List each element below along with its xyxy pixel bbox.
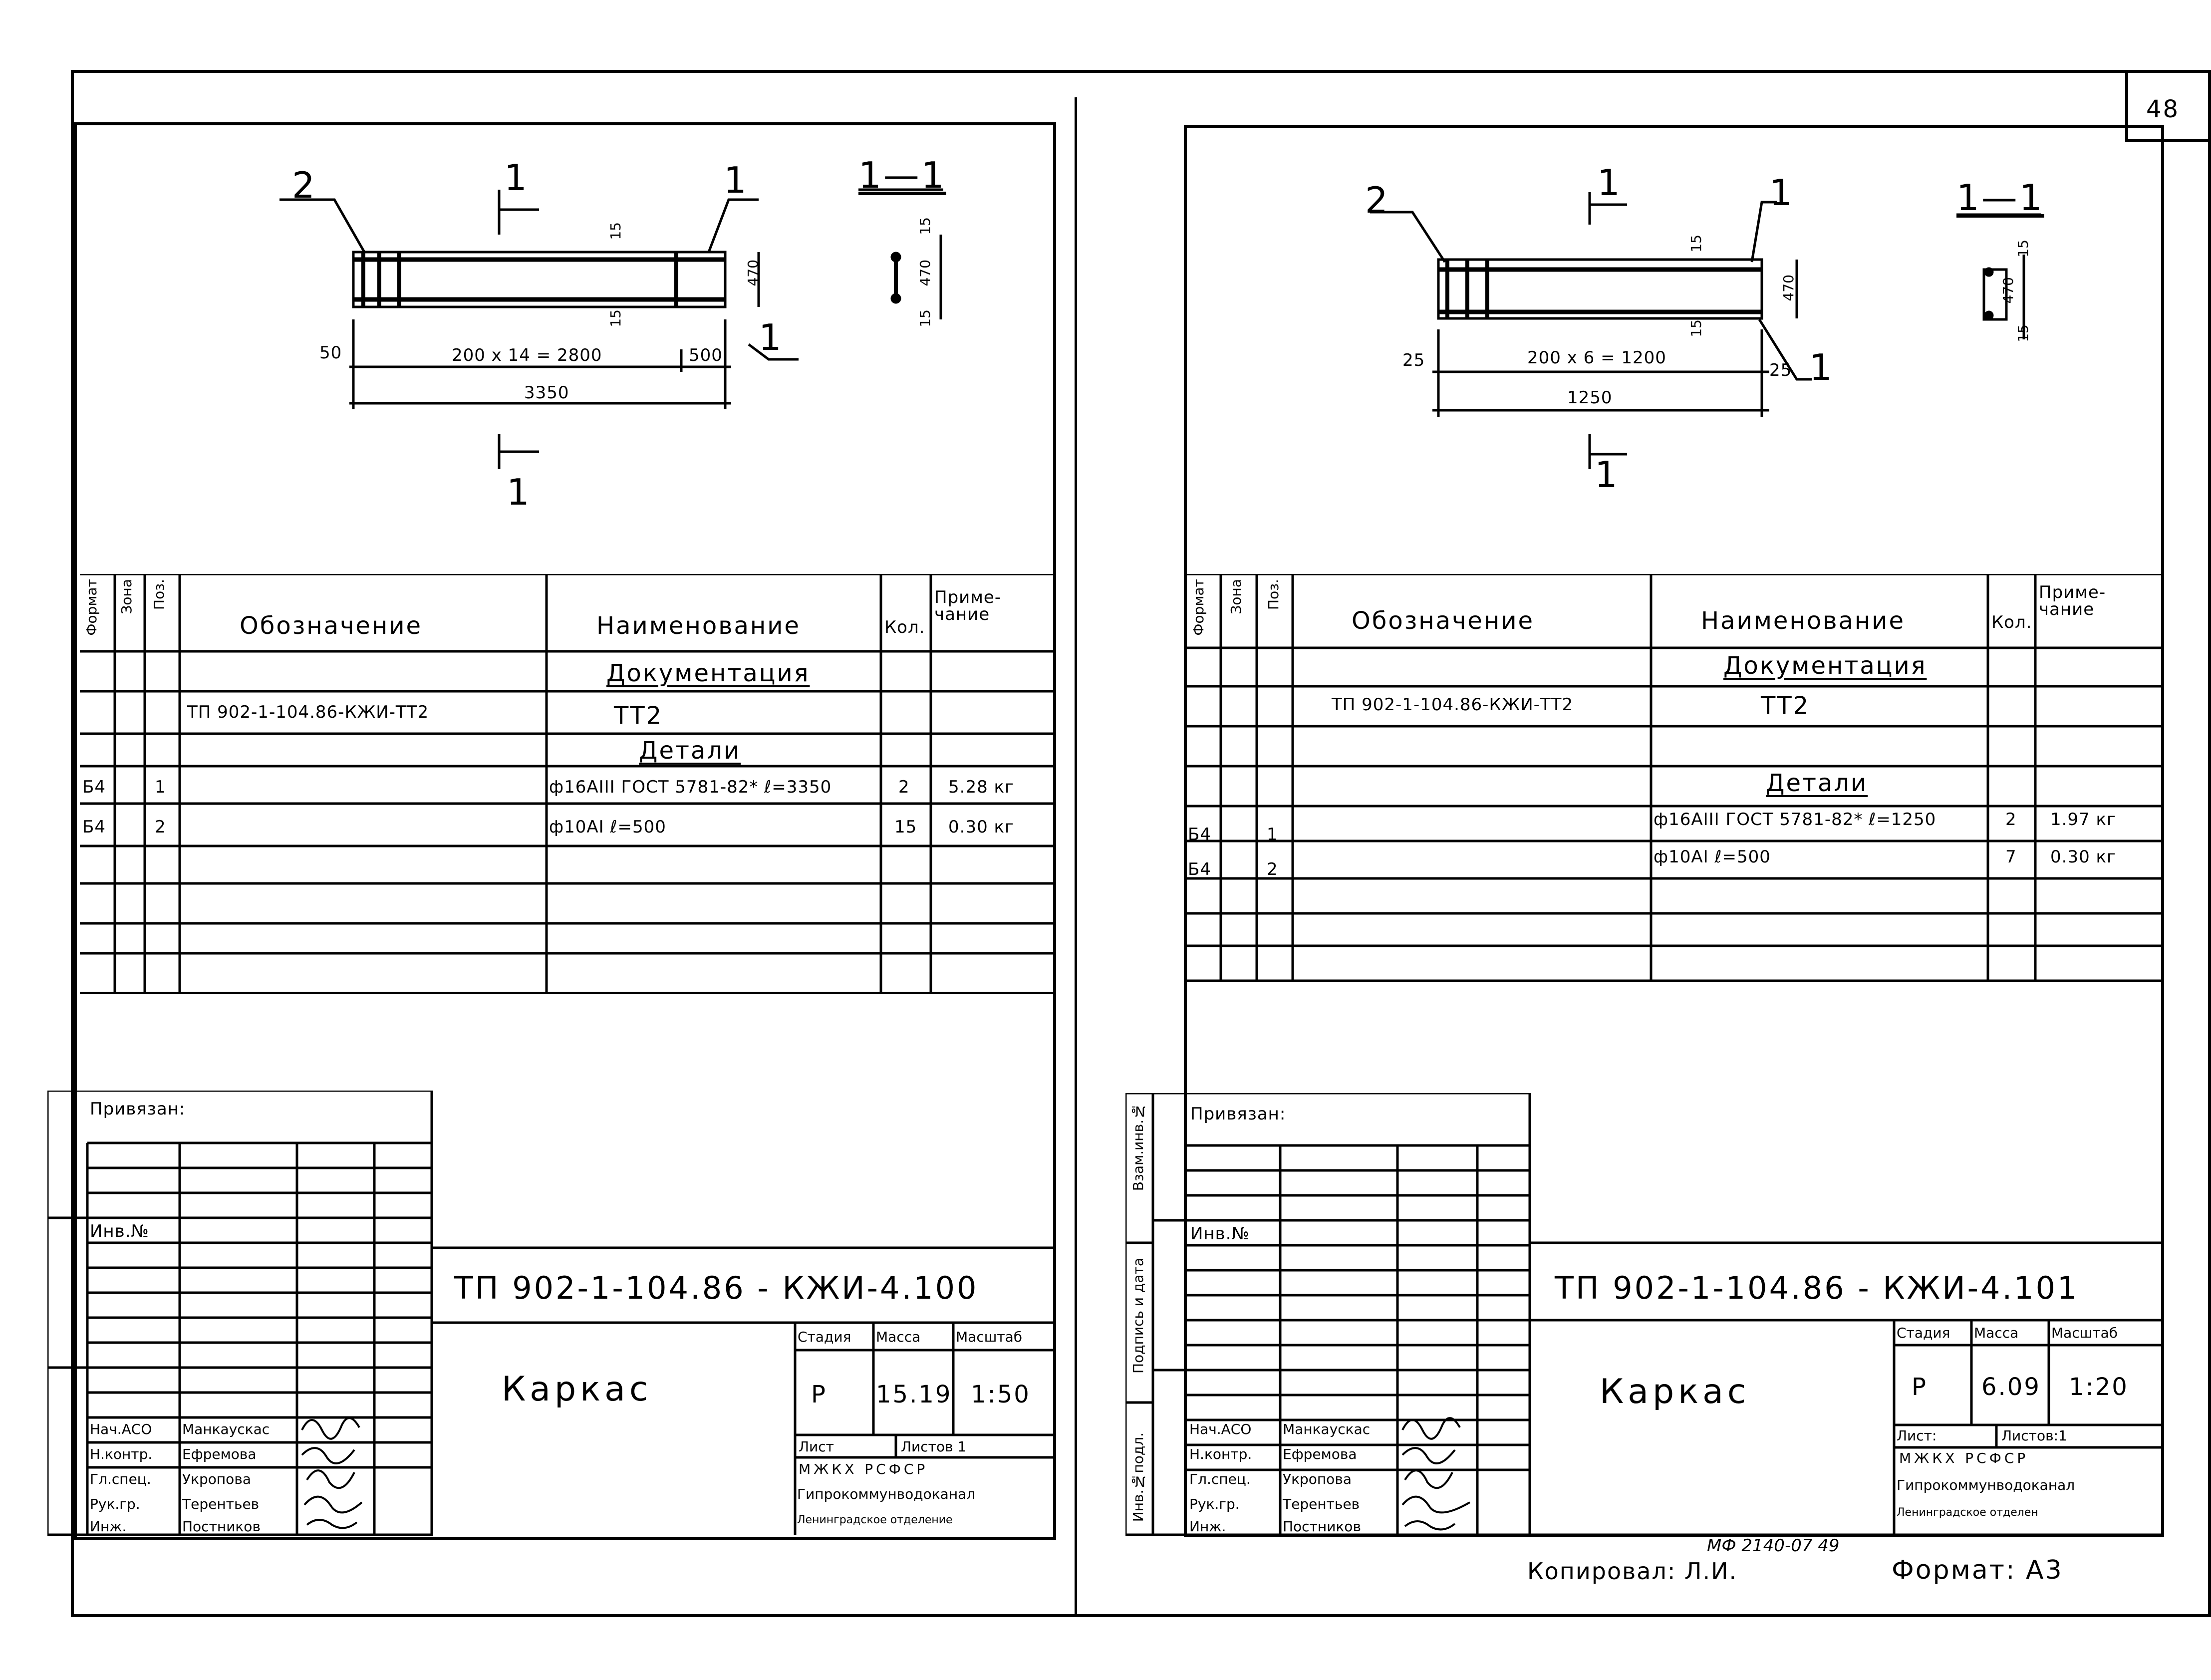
s1-section-label: 1—1	[858, 154, 946, 196]
s2-spec-table	[1187, 574, 2163, 983]
s2-staff-role-0: Нач.АСО	[1189, 1421, 1252, 1437]
s2-scale: 1:20	[2069, 1373, 2129, 1401]
page-number: 48	[2146, 95, 2180, 123]
s2-dim-cover-bottom: 15	[1688, 319, 1704, 337]
s2-stage-label: Стадия	[1897, 1325, 1950, 1341]
center-divider	[1075, 97, 1077, 1617]
s1-stage-label: Стадия	[798, 1329, 851, 1345]
s1-row2-note: 0.30 кг	[948, 817, 1014, 837]
s2-signature-0	[1402, 1418, 1460, 1439]
s2-title-block	[1125, 1093, 2164, 1537]
s1-hdr-qty: Кол.	[884, 617, 925, 637]
s2-callout-1-br: 1	[1809, 346, 1834, 388]
s1-staff-name-2: Укропова	[182, 1471, 251, 1487]
s2-privyazan: Привязан:	[1190, 1104, 1286, 1124]
s1-mass-label: Масса	[876, 1329, 921, 1345]
s2-row1-pos: 1	[1267, 825, 1278, 844]
s1-sec-dim-top: 15	[917, 217, 933, 235]
s1-title-block	[47, 1091, 1056, 1540]
s2-hdr-name: Наименование	[1701, 607, 1906, 635]
s2-staff-role-2: Гл.спец.	[1189, 1471, 1251, 1487]
s1-row2-pos: 2	[155, 817, 166, 837]
s1-row2-name: ф10АI ℓ=500	[549, 817, 666, 837]
s1-signature-4	[307, 1520, 357, 1528]
s1-signatures	[47, 1091, 1056, 1540]
s2-sheets-label: Листов:1	[2001, 1427, 2067, 1444]
s1-signature-1	[302, 1448, 354, 1463]
s2-row2-pos: 2	[1267, 859, 1278, 879]
s2-signatures	[1125, 1093, 2164, 1537]
s1-row-tt2-name: ТТ2	[614, 702, 663, 730]
s2-dim-height: 470	[1780, 275, 1797, 301]
s1-org3: Ленинградское отделение	[797, 1514, 953, 1526]
s2-signature-3	[1402, 1497, 1470, 1513]
s1-row-details-name: Детали	[639, 737, 741, 765]
s2-sec-dim-mid: 470	[2000, 277, 2016, 304]
s2-scale-label: Масштаб	[2051, 1325, 2118, 1341]
s2-staff-role-3: Рук.гр.	[1189, 1496, 1240, 1512]
s1-sec-dim-bottom: 15	[917, 309, 933, 327]
s2-hdr-pos: Поз.	[1265, 579, 1282, 610]
s1-scale: 1:50	[971, 1381, 1031, 1408]
s2-section-label: 1—1	[1956, 177, 2044, 219]
s1-hdr-pos: Поз.	[151, 579, 167, 610]
s1-staff-role-3: Рук.гр.	[90, 1496, 140, 1512]
s2-stage: Р	[1912, 1373, 1928, 1401]
s2-dim-left: 25	[1402, 350, 1425, 370]
s2-org1: МЖКХ РСФСР	[1899, 1450, 2029, 1466]
s1-row1-pos: 1	[155, 777, 166, 797]
s2-staff-name-3: Терентьев	[1283, 1496, 1360, 1512]
s1-stage: Р	[811, 1381, 827, 1408]
s1-code: ТП 902-1-104.86 - КЖИ-4.100	[454, 1270, 979, 1306]
s2-signature-4	[1405, 1521, 1455, 1529]
s1-signature-2	[307, 1470, 354, 1488]
s2-row2-format: Б4	[1188, 859, 1211, 879]
s2-row2-name: ф10АI ℓ=500	[1654, 847, 1771, 867]
s2-dim-right: 25	[1769, 360, 1792, 380]
s1-callout-1-top: 1	[504, 157, 529, 199]
s2-callout-1-top: 1	[1597, 162, 1622, 204]
s2-row2-qty: 7	[2005, 847, 2017, 867]
s2-staff-role-1: Н.контр.	[1189, 1446, 1252, 1462]
s1-sheets-label: Листов 1	[901, 1438, 967, 1455]
s2-row1-name: ф16АIII ГОСТ 5781-82* ℓ=1250	[1654, 810, 1936, 830]
s2-staff-name-2: Укропова	[1283, 1471, 1352, 1487]
s2-stamp-inv-podl: Инв.№подл.	[1130, 1432, 1146, 1522]
s2-callout-2: 2	[1365, 179, 1390, 221]
s2-row-doc-name: Документация	[1723, 652, 1927, 680]
s2-hdr-designation: Обозначение	[1352, 607, 1535, 635]
s2-row-tt2-name: ТТ2	[1761, 692, 1810, 720]
s1-dim-cover-top: 15	[607, 222, 624, 240]
s2-inv-no: Инв.№	[1190, 1224, 1250, 1244]
s2-callout-1-bottom: 1	[1595, 454, 1620, 496]
s1-sheet-label: Лист	[799, 1438, 834, 1455]
s1-title: Каркас	[502, 1370, 652, 1409]
s1-staff-name-1: Ефремова	[182, 1446, 257, 1462]
s1-dim-right: 500	[689, 345, 723, 365]
s1-callout-1-bottom: 1	[507, 471, 532, 513]
s2-dim-cover-top: 15	[1688, 235, 1704, 253]
s1-inv-no: Инв.№	[90, 1221, 149, 1241]
s2-row1-note: 1.97 кг	[2050, 810, 2116, 830]
s2-row-details-name: Детали	[1766, 769, 1868, 797]
s2-mass: 6.09	[1981, 1373, 2041, 1401]
s1-signature-0	[302, 1418, 359, 1439]
s1-row1-qty: 2	[898, 777, 910, 797]
s2-row1-format: Б4	[1188, 825, 1211, 844]
s1-row-doc-name: Документация	[606, 659, 810, 687]
s2-row2-note: 0.30 кг	[2050, 847, 2116, 867]
s1-staff-role-0: Нач.АСО	[90, 1421, 152, 1437]
s1-privyazan: Привязан:	[90, 1099, 186, 1119]
s1-staff-role-4: Инж.	[90, 1518, 127, 1535]
s1-row-tt2-designation: ТП 902-1-104.86-КЖИ-ТТ2	[187, 702, 429, 722]
s2-sec-dim-bottom: 15	[2015, 324, 2031, 342]
s1-row2-format: Б4	[82, 817, 106, 837]
s2-sheet-label: Лист:	[1897, 1427, 1937, 1444]
s1-staff-name-3: Терентьев	[182, 1496, 260, 1512]
s1-hdr-note: Приме-чание	[934, 587, 1002, 624]
s2-stamp-vzam: Взам.инв.№	[1130, 1103, 1146, 1191]
s2-hdr-zone: Зона	[1228, 579, 1244, 614]
s2-dim-total: 1250	[1567, 388, 1613, 408]
s1-staff-role-1: Н.контр.	[90, 1446, 153, 1462]
s2-staff-role-4: Инж.	[1189, 1518, 1226, 1535]
s2-code: ТП 902-1-104.86 - КЖИ-4.101	[1555, 1270, 2079, 1306]
s2-hdr-note: Приме-чание	[2039, 582, 2106, 619]
s2-hdr-format: Формат	[1190, 579, 1207, 636]
s1-dim-main: 200 x 14 = 2800	[452, 345, 602, 365]
s1-hdr-zone: Зона	[118, 579, 135, 614]
s2-signature-1	[1402, 1448, 1455, 1463]
s1-mass: 15.19	[876, 1381, 952, 1408]
s2-hdr-qty: Кол.	[1991, 612, 2032, 632]
footer-copied: Копировал: Л.И.	[1527, 1558, 1738, 1585]
s1-callout-2: 2	[292, 164, 317, 206]
s2-dim-main: 200 x 6 = 1200	[1527, 348, 1666, 368]
s2-row1-qty: 2	[2005, 810, 2017, 830]
s2-staff-name-1: Ефремова	[1283, 1446, 1357, 1462]
s1-staff-role-2: Гл.спец.	[90, 1471, 151, 1487]
s2-mass-label: Масса	[1974, 1325, 2019, 1341]
s1-scale-label: Масштаб	[956, 1329, 1023, 1345]
s1-spec-table	[80, 574, 1053, 994]
s2-staff-name-4: Постников	[1283, 1518, 1361, 1535]
s1-row1-name: ф16АIII ГОСТ 5781-82* ℓ=3350	[549, 777, 832, 797]
s1-dim-height: 470	[745, 260, 761, 286]
footer-doc-no: МФ 2140-07 49	[1707, 1536, 1840, 1556]
s1-dim-total: 3350	[524, 383, 569, 403]
s1-dim-left: 50	[319, 343, 342, 363]
s2-title: Каркас	[1600, 1372, 1750, 1411]
s1-dim-cover-bottom: 15	[607, 309, 624, 327]
s2-row-tt2-designation: ТП 902-1-104.86-КЖИ-ТТ2	[1332, 695, 1574, 715]
s2-stamp-podpis: Подпись и дата	[1130, 1258, 1146, 1374]
s1-hdr-name: Наименование	[596, 612, 801, 640]
s1-row1-format: Б4	[82, 777, 106, 797]
footer-format: Формат: А3	[1892, 1555, 2063, 1585]
s1-staff-name-4: Постников	[182, 1518, 261, 1535]
s1-org2: Гипрокоммунводоканал	[797, 1486, 976, 1502]
s2-sec-dim-top: 15	[2015, 240, 2031, 258]
s1-signature-3	[304, 1497, 362, 1513]
s1-row1-note: 5.28 кг	[948, 777, 1014, 797]
s1-row2-qty: 15	[894, 817, 917, 837]
s1-hdr-designation: Обозначение	[240, 612, 423, 640]
s2-signature-2	[1405, 1470, 1452, 1488]
s1-org1: МЖКХ РСФСР	[799, 1461, 928, 1477]
s1-hdr-format: Формат	[83, 579, 100, 636]
s2-callout-1-right: 1	[1769, 172, 1794, 214]
s1-staff-name-0: Манкаускас	[182, 1421, 270, 1437]
s2-staff-name-0: Манкаускас	[1283, 1421, 1371, 1437]
s1-sec-dim-mid: 470	[917, 260, 933, 286]
s1-callout-1-br: 1	[759, 316, 784, 358]
s1-callout-1-right: 1	[724, 159, 749, 201]
s2-org2: Гипрокоммунводоканал	[1897, 1477, 2075, 1493]
s2-org3: Ленинградское отделен	[1897, 1506, 2038, 1519]
